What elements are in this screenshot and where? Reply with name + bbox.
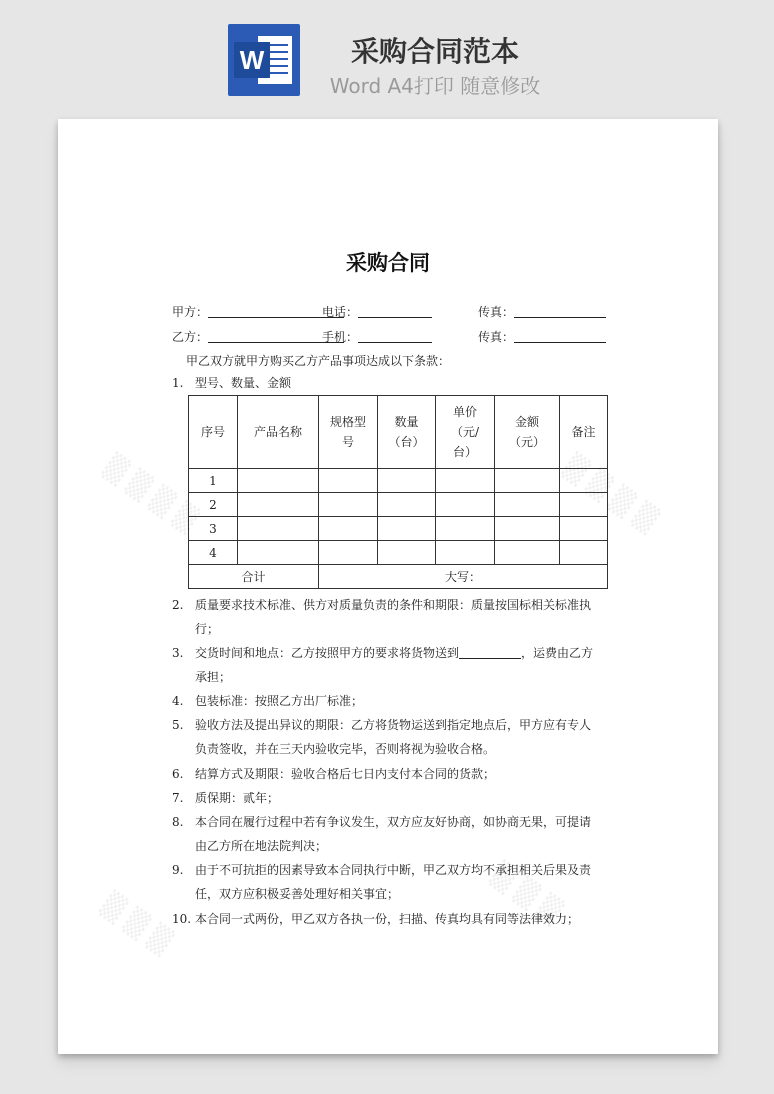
document-page xyxy=(58,119,718,1054)
col-quantity: 数量 （台） xyxy=(378,396,436,469)
watermark: ▒ ▒ ▒ ▒ xyxy=(98,451,202,537)
clause-1 xyxy=(172,371,602,395)
clause-text: 型号、数量、金额 xyxy=(195,376,292,390)
clause-text: 质保期：贰年； xyxy=(195,791,280,805)
table-total-row xyxy=(189,565,608,589)
col-unit-price: 单价 （元/ 台） xyxy=(436,396,495,469)
fax-field-a[interactable] xyxy=(478,303,606,320)
clause-text: 本合同在履行过程中若有争议发生，双方应友好协商，如协商无果，可提请由乙方所在地法院判决； xyxy=(195,815,592,853)
word-logo-letter: W xyxy=(234,42,270,78)
col-spec: 规格型 号 xyxy=(319,396,378,469)
clause-text: 结算方式及期限：验收合格后七日内支付本合同的货款； xyxy=(195,767,496,781)
clause-text: 本合同一式两份，甲乙双方各执一份，扫描、传真均具有同等法律效力； xyxy=(195,912,580,926)
delivery-location-blank[interactable] xyxy=(459,646,521,659)
watermark: ▒ ▒ ▒ xyxy=(96,889,177,959)
clause-6: 6. 结算方式及期限：验收合格后七日内支付本合同的货款； xyxy=(172,762,602,786)
col-amount: 金额 （元） xyxy=(495,396,560,469)
watermark: ▒ ▒ ▒ ▒ xyxy=(558,451,662,537)
clause-text: 由于不可抗拒的因素导致本合同执行中断，甲乙双方均不承担相关后果及责任，双方应积极妥善处理好相关事宜； xyxy=(195,863,592,901)
clause-number: 1. xyxy=(172,376,184,390)
table-header-row xyxy=(189,396,608,469)
intro-paragraph: 甲乙双方就甲方购买乙方产品事项达成以下条款： xyxy=(186,354,451,368)
document-title: 采购合同 xyxy=(346,251,430,275)
template-title: 采购合同范本 xyxy=(350,35,519,68)
capital-amount-field[interactable]: 大写： xyxy=(319,565,608,589)
party-a-label: 甲方： xyxy=(172,305,209,319)
clause-text: 验收方法及提出异议的期限：乙方将货物运送到指定地点后，甲方应有专人负责签收，并在三天内验收完毕，否则将视为验收合格。 xyxy=(195,718,592,756)
col-product-name: 产品名称 xyxy=(238,396,319,469)
fax-label: 传真： xyxy=(478,330,515,344)
party-a-field[interactable] xyxy=(172,303,344,320)
table-row xyxy=(189,493,608,517)
total-label: 合计 xyxy=(189,565,319,589)
mobile-field[interactable] xyxy=(322,328,432,345)
fax-field-b[interactable] xyxy=(478,328,606,345)
clause-9: 9. 由于不可抗拒的因素导致本合同执行中断，甲乙双方均不承担相关后果及责任，双方应积极妥善处理好相关事宜； xyxy=(172,858,602,906)
clause-2: 2. 质量要求技术标准、供方对质量负责的条件和期限：质量按国标相关标准执行； xyxy=(172,593,602,641)
table-row xyxy=(189,469,608,493)
mobile-label: 手机： xyxy=(322,330,359,344)
clause-7: 7. 质保期：贰年； xyxy=(172,786,602,810)
table-row xyxy=(189,517,608,541)
party-b-field[interactable] xyxy=(172,328,344,345)
template-subtitle: Word A4打印 随意修改 xyxy=(329,74,541,98)
table-row xyxy=(189,541,608,565)
clause-text: 包装标准：按照乙方出厂标准； xyxy=(195,694,364,708)
clause-8: 8. 本合同在履行过程中若有争议发生，双方应友好协商，如协商无果，可提请由乙方所在地法院判决； xyxy=(172,810,602,858)
clause-text: 交货时间和地点：乙方按照甲方的要求将货物送到 ，运费由乙方承担； xyxy=(195,646,594,684)
row-number: 2 xyxy=(189,493,238,517)
col-no: 序号 xyxy=(189,396,238,469)
clause-10: 10. 本合同一式两份，甲乙双方各执一份，扫描、传真均具有同等法律效力； xyxy=(172,907,602,931)
row-number: 1 xyxy=(189,469,238,493)
clause-text: 质量要求技术标准、供方对质量负责的条件和期限：质量按国标相关标准执行； xyxy=(195,598,592,636)
clause-3: 3. 交货时间和地点：乙方按照甲方的要求将货物送到 ，运费由乙方承担； xyxy=(172,641,602,689)
row-number: 3 xyxy=(189,517,238,541)
product-table xyxy=(188,395,608,589)
word-icon xyxy=(228,24,300,96)
phone-label: 电话： xyxy=(322,305,359,319)
clause-4: 4. 包装标准：按照乙方出厂标准； xyxy=(172,689,602,713)
party-b-label: 乙方： xyxy=(172,330,209,344)
phone-field[interactable] xyxy=(322,303,432,320)
fax-label: 传真： xyxy=(478,305,515,319)
row-number: 4 xyxy=(189,541,238,565)
watermark: ▒ ▒ ▒ xyxy=(486,859,567,929)
clause-5: 5. 验收方法及提出异议的期限：乙方将货物运送到指定地点后，甲方应有专人负责签收，并在三天内验收完毕，否则将视为验收合格。 xyxy=(172,713,602,761)
preview-header xyxy=(0,0,774,110)
col-remark: 备注 xyxy=(560,396,608,469)
